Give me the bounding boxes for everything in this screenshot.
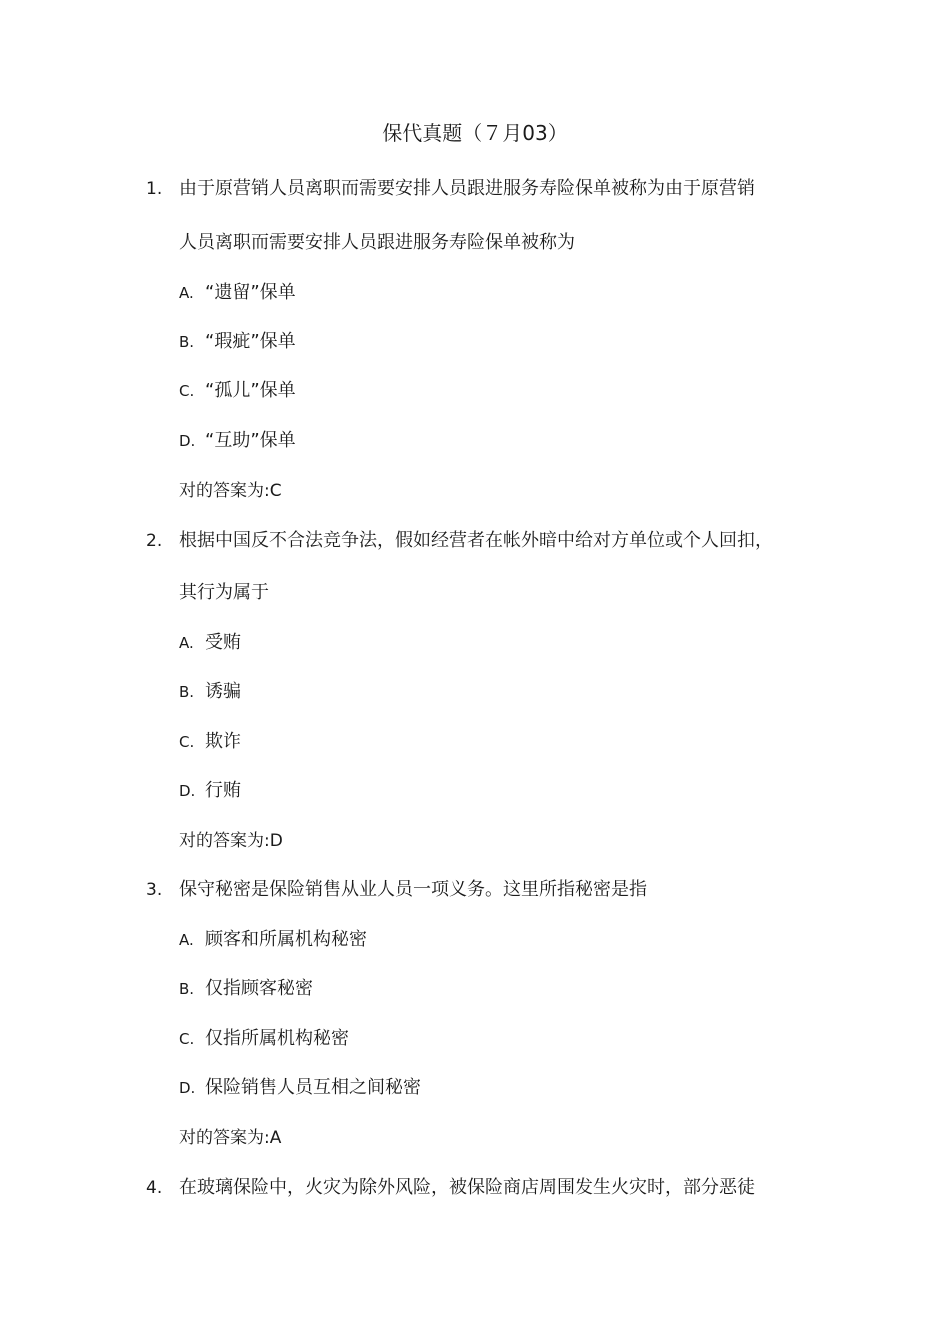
option-text: “遗留”保单: [205, 282, 296, 303]
option-letter: B.: [179, 683, 195, 701]
question-number: 2.: [146, 531, 163, 551]
option-b: [179, 976, 313, 1002]
option-letter: A.: [179, 634, 194, 652]
option-text: 仅指顾客秘密: [205, 978, 313, 999]
answer-line: 对的答案为:C: [179, 481, 282, 501]
page-title: 保代真题（７月03）: [382, 121, 568, 145]
question-number: 1.: [146, 179, 163, 199]
question-text-line: 由于原营销人员离职而需要安排人员跟进服务寿险保单被称为由于原营销: [179, 178, 755, 199]
option-text: 仅指所属机构秘密: [205, 1028, 349, 1049]
option-letter: C.: [179, 1030, 195, 1048]
option-a: [179, 927, 367, 953]
answer-line: 对的答案为:A: [179, 1128, 282, 1148]
option-letter: B.: [179, 980, 195, 998]
question-text-line: 保守秘密是保险销售从业人员一项义务。这里所指秘密是指: [179, 879, 647, 900]
option-letter: B.: [179, 333, 195, 351]
option-letter: A.: [179, 931, 194, 949]
option-a: [179, 630, 241, 656]
option-c: [179, 378, 296, 404]
question-text-line: 根据中国反不合法竞争法，假如经营者在帐外暗中给对方单位或个人回扣，: [179, 530, 773, 551]
option-c: [179, 729, 241, 755]
option-c: [179, 1026, 349, 1052]
option-letter: A.: [179, 284, 194, 302]
option-a: [179, 280, 296, 306]
option-text: 行贿: [205, 780, 241, 801]
option-text: “瑕疵”保单: [205, 331, 296, 352]
option-letter: C.: [179, 733, 195, 751]
option-letter: C.: [179, 382, 195, 400]
option-text: 欺诈: [205, 731, 241, 752]
answer-line: 对的答案为:D: [179, 831, 283, 851]
option-letter: D.: [179, 432, 196, 450]
option-letter: D.: [179, 1079, 196, 1097]
option-text: 顾客和所属机构秘密: [205, 929, 367, 950]
question-number: 4.: [146, 1178, 163, 1198]
option-d: [179, 428, 296, 454]
option-b: [179, 679, 241, 705]
option-letter: D.: [179, 782, 196, 800]
question-text-line: 在玻璃保险中，火灾为除外风险，被保险商店周围发生火灾时，部分恶徒: [179, 1177, 755, 1198]
option-d: [179, 778, 241, 804]
option-text: 诱骗: [205, 681, 241, 702]
question-text-line: 人员离职而需要安排人员跟进服务寿险保单被称为: [179, 232, 575, 253]
question-text-line: 其行为属于: [179, 582, 269, 603]
option-text: 受贿: [205, 632, 241, 653]
option-text: “孤儿”保单: [205, 380, 296, 401]
option-text: 保险销售人员互相之间秘密: [205, 1077, 421, 1098]
question-number: 3.: [146, 880, 163, 900]
option-b: [179, 329, 296, 355]
option-d: [179, 1075, 421, 1101]
option-text: “互助”保单: [205, 430, 296, 451]
